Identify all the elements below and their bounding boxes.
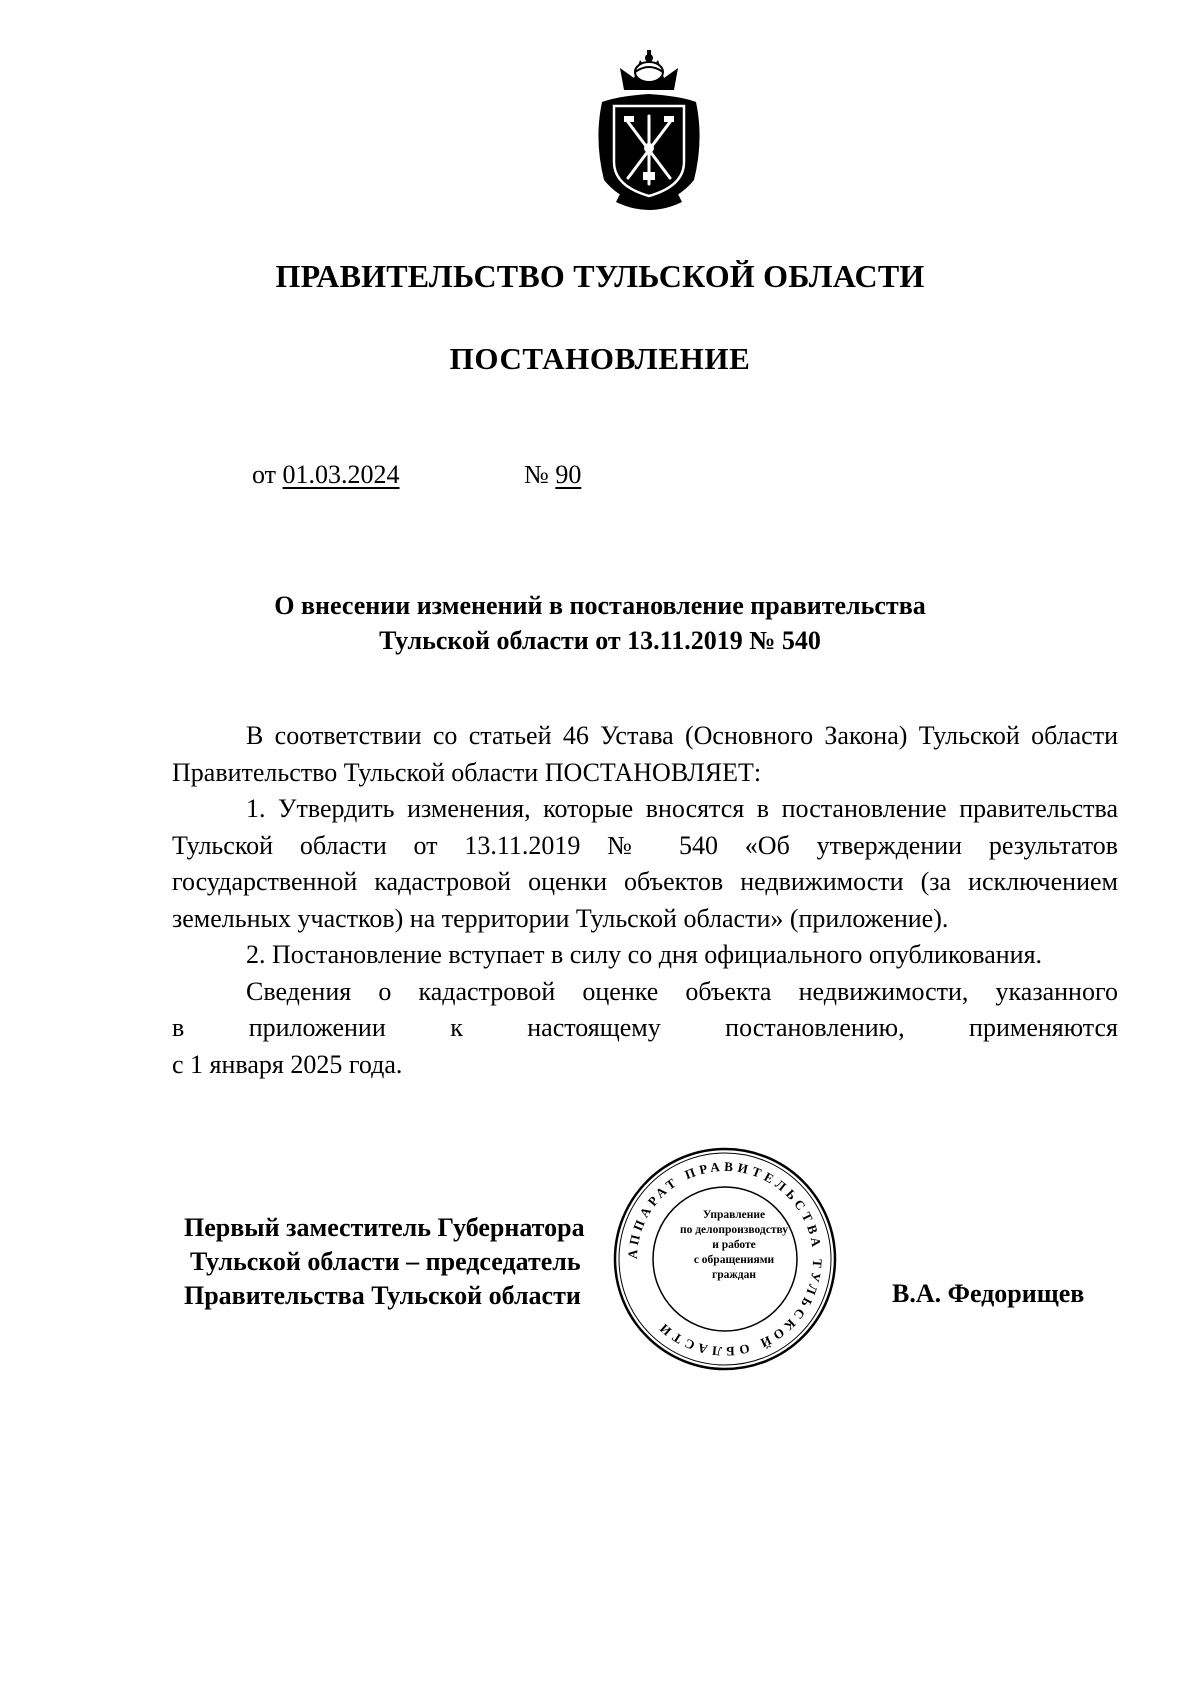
p4-word: постановлению, <box>725 1013 905 1042</box>
p4-word: применяются <box>969 1013 1118 1042</box>
document-date: 01.03.2024 <box>282 460 400 489</box>
body-paragraph-1: В соответствии со статьей 46 Устава (Основного Закона) Тульской области Правительство Тульской области ПОСТАНОВЛЯЕТ: <box>172 721 1118 787</box>
number-prefix: № <box>524 460 549 489</box>
body-paragraph-3: 2. Постановление вступает в силу со дня официального опубликования. <box>246 940 1043 969</box>
body-paragraph-4-line-2 <box>172 1010 1118 1047</box>
seal-inner-line: с обращениями <box>693 1254 775 1266</box>
body-paragraph-4-line-3: с 1 января 2025 года. <box>172 1049 403 1079</box>
p4-word: настоящему <box>527 1013 661 1042</box>
position-line-3: Правительства Тульской области <box>184 1281 581 1310</box>
seal-inner-line: по делопроизводству <box>679 1224 789 1236</box>
date-prefix: от <box>252 460 277 489</box>
p4-word: приложении <box>248 1013 386 1042</box>
subject-line-2: Тульской области от 13.11.2019 № 540 <box>379 626 821 655</box>
document-number: 90 <box>555 460 582 489</box>
p4-word: в <box>172 1013 185 1042</box>
position-line-1: Первый заместитель Губернатора <box>184 1213 585 1242</box>
organization-title: ПРАВИТЕЛЬСТВО ТУЛЬСКОЙ ОБЛАСТИ <box>275 258 925 294</box>
subject-line-1: О внесении изменений в постановление правительства <box>274 591 926 620</box>
document-subject <box>0 588 1200 658</box>
body-paragraph-4: Сведения о кадастровой оценке объекта недвижимости, указанного <box>246 976 1118 1006</box>
seal-inner-line: Управление <box>702 1209 766 1221</box>
p4-word: к <box>450 1013 463 1042</box>
seal-inner-line: граждан <box>712 1269 756 1281</box>
coat-of-arms-emblem <box>590 50 708 210</box>
position-line-2: Тульской области – председатель <box>190 1247 581 1276</box>
signatory-position <box>184 1211 585 1313</box>
seal-ring-text: АППАРАТ ПРАВИТЕЛЬСТВА ТУЛЬСКОЙ ОБЛАСТИ <box>624 1158 826 1360</box>
document-body <box>172 718 1118 1083</box>
seal-inner-text <box>671 1208 797 1283</box>
date-number-line <box>252 460 582 490</box>
seal-inner-line: и работе <box>712 1239 756 1251</box>
document-type-title: ПОСТАНОВЛЕНИЕ <box>449 341 751 376</box>
signatory-name: В.А. Федорищев <box>892 1279 1085 1308</box>
body-paragraph-2: 1. Утвердить изменения, которые вносятся в постановление правительства Тульской области от 13.11.2019 № 540 «Об утверждении результатов государственной кадастровой оценки объектов недвижимости (за исключением земельных участков) на территории Тульской области» (приложение). <box>172 794 1118 933</box>
document-number-block <box>524 460 581 490</box>
